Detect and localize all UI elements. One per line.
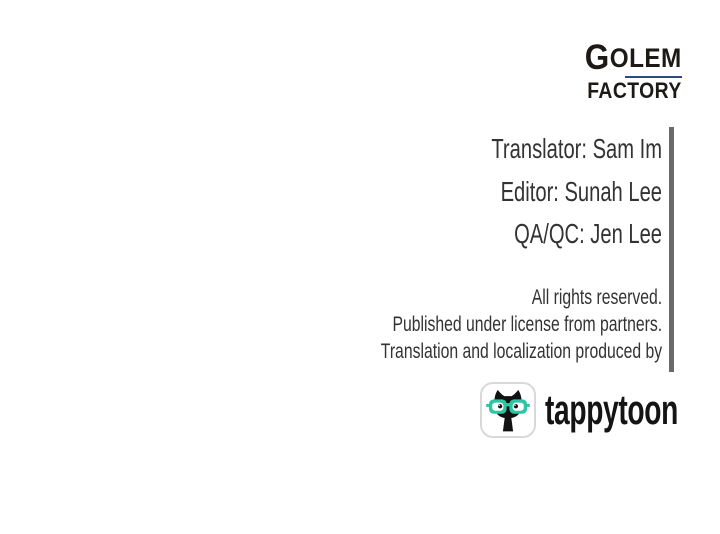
credit-editor: Editor: Sunah Lee — [500, 175, 662, 207]
rights-line-3: Translation and localization produced by — [380, 340, 662, 363]
golem-logo-initial: G — [585, 38, 610, 77]
golem-logo-line1-rest: OLEM — [610, 43, 682, 73]
tappytoon-logo — [480, 382, 720, 438]
rights-block — [287, 284, 662, 365]
tappytoon-wordmark: tappytoon — [545, 386, 678, 433]
golem-logo-line1 — [585, 40, 682, 75]
rights-line-2: Published under license from partners. — [392, 313, 662, 336]
credit-translator: Translator: Sam Im — [491, 133, 662, 164]
rights-line-1: All rights reserved. — [531, 286, 662, 309]
tappytoon-cat-icon — [480, 382, 536, 438]
credit-qa-qc: QA/QC: Jen Lee — [514, 218, 662, 249]
golem-factory-logo — [574, 40, 682, 102]
vertical-divider-bar — [669, 127, 674, 372]
golem-logo-line2: FACTORY — [587, 78, 682, 103]
credits-block — [425, 128, 662, 256]
